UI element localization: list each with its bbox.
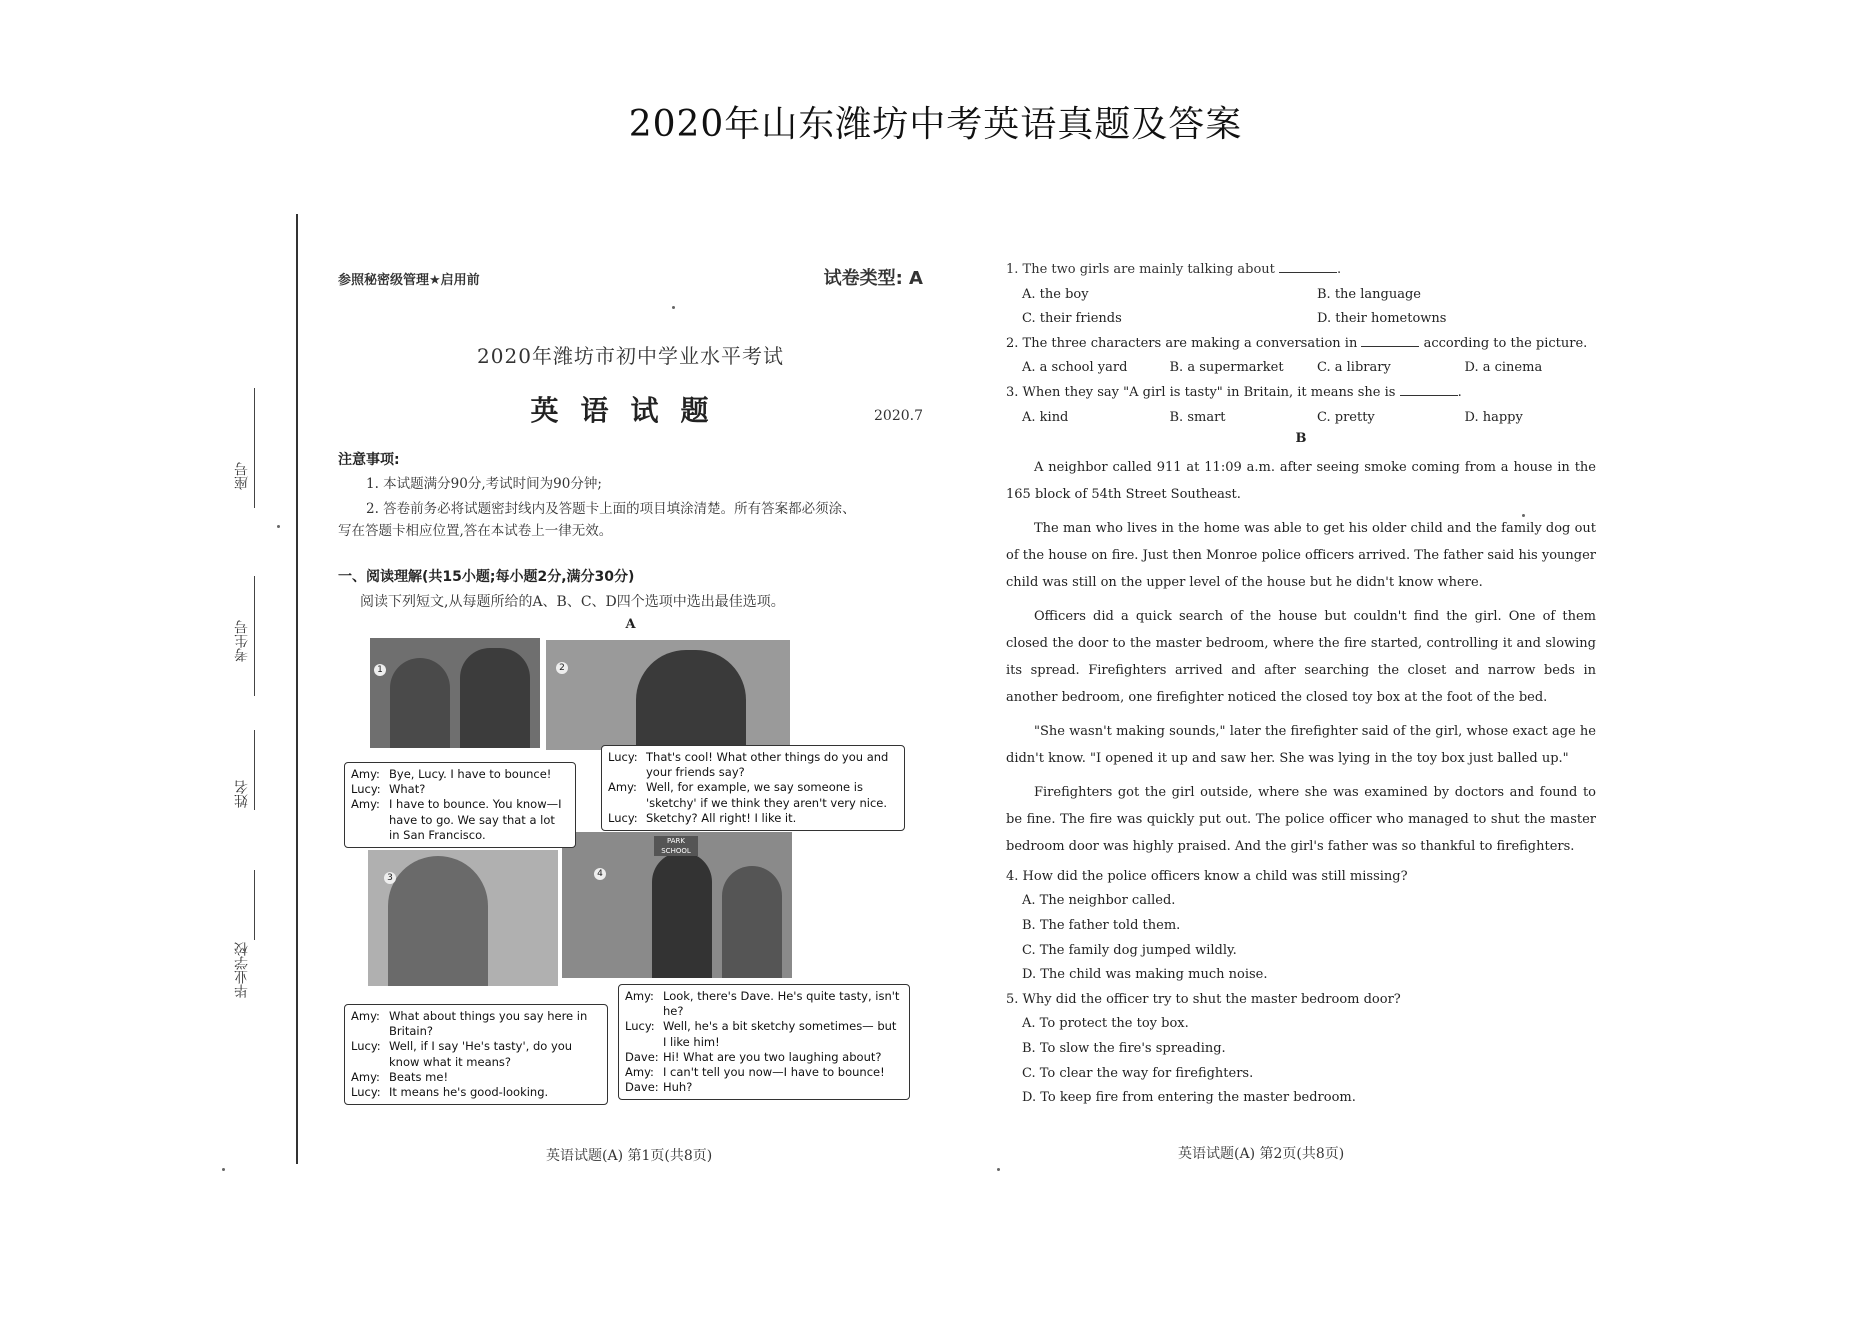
- part-b-label: B: [1295, 431, 1307, 447]
- passage-paragraph: "She wasn't making sounds," later the firefighter said of the girl, whose exact age he didn't know. "I opened it up and saw her. She was lying in the toy box just balled up.": [1006, 723, 1596, 766]
- question-4-option: C. The family dog jumped wildly.: [1022, 942, 1237, 958]
- question-4-option: B. The father told them.: [1022, 917, 1181, 933]
- panel-number-2: 2: [556, 662, 568, 674]
- comic-strip: [338, 636, 923, 1128]
- question-4-option: A. The neighbor called.: [1022, 893, 1176, 909]
- park-school-sign: PARK SCHOOL: [654, 836, 698, 856]
- photo-panel-2: [546, 640, 790, 750]
- page1-footer: 英语试题(A) 第1页(共8页): [546, 1148, 713, 1164]
- photo-panel-3: [368, 850, 558, 986]
- binding-rule-school: [254, 870, 255, 940]
- page1-header: [338, 268, 923, 290]
- speech-bubble-4: Amy: Look, there's Dave. He's quite tasty, isn't he? Lucy: Well, he's a bit sketchy sometimes— but I like him! Dave: Hi! What are you two laughing about? Amy: I can't tell you now—I have to bounce! Dave: Huh?: [618, 984, 910, 1100]
- exam-page-2: [1006, 262, 1596, 1106]
- question-2-options: A. a school yard B. a supermarket C. a library D. a cinema: [1022, 360, 1543, 376]
- exam-date: 2020.7: [874, 407, 923, 424]
- panel-number-3: 3: [384, 872, 396, 884]
- subject-row: [338, 394, 923, 434]
- speech-bubble-2: Lucy: That's cool! What other things do you and your friends say? Amy: Well, for example, we say someone is 'sketchy' if we think they aren't very nice. Lucy: Sketchy? All right! I like it.: [601, 745, 905, 831]
- question-1: 1. The two girls are mainly talking about .: [1006, 262, 1342, 277]
- question-5: 5. Why did the officer try to shut the master bedroom door?: [1006, 991, 1401, 1007]
- section-instruction: 阅读下列短文,从每题所给的A、B、C、D四个选项中选出最佳选项。: [360, 593, 785, 610]
- passage-paragraph: The man who lives in the home was able to get his older child and the family dog out of the house on fire. Just then Monroe police officers arrived. The father said his younger child was still on the upper level of the house but he didn't know where.: [1006, 520, 1596, 590]
- question-1-options-2: C. their friends D. their hometowns: [1022, 311, 1447, 327]
- passage-paragraph: Officers did a quick search of the house but couldn't find the girl. One of them closed the door to the master bedroom, where the fire started, controlling it and slowing its spread. Firefighters arrived and after searching the closet and narrow beds in another bedroom, one firefighter noticed the closed toy box at the foot of the bed.: [1006, 608, 1596, 705]
- page2-footer: 英语试题(A) 第2页(共8页): [1178, 1146, 1345, 1162]
- exam-page-1: [338, 268, 923, 1128]
- document-title: 2020年山东潍坊中考英语真题及答案: [628, 104, 1243, 145]
- binding-label-school: 毕业学校: [234, 942, 250, 998]
- photo-panel-1: [370, 638, 540, 748]
- secret-level: 参照秘密级管理★启用前: [338, 273, 480, 288]
- binding-rule-name: [254, 730, 255, 810]
- panel-number-1: 1: [374, 664, 386, 676]
- panel-number-4: 4: [594, 868, 606, 880]
- question-3: 3. When they say "A girl is tasty" in Britain, it means she is .: [1006, 384, 1462, 400]
- scan-speck: [277, 525, 280, 528]
- scan-speck: [222, 1168, 225, 1171]
- note-2-continued: 写在答题卡相应位置,答在本试卷上一律无效。: [338, 522, 613, 539]
- scan-speck: [997, 1168, 1000, 1171]
- question-1-options: A. the boy B. the language: [1022, 286, 1421, 302]
- part-a-label: A: [625, 616, 636, 632]
- exam-name: 2020年潍坊市初中学业水平考试: [477, 343, 784, 368]
- binding-line: [296, 214, 298, 1164]
- subject-title: 英语试题: [530, 393, 731, 427]
- section-heading: 一、阅读理解(共15小题;每小题2分,满分30分): [338, 568, 635, 585]
- binding-label-name: 姓名: [234, 780, 250, 808]
- question-5-option: D. To keep fire from entering the master bedroom.: [1022, 1090, 1356, 1106]
- binding-rule-seat: [254, 388, 255, 508]
- paper-type: 试卷类型: A: [823, 268, 923, 289]
- question-5-option: A. To protect the toy box.: [1022, 1016, 1189, 1032]
- note-1: 1. 本试题满分90分,考试时间为90分钟;: [366, 476, 602, 493]
- passage-paragraph: A neighbor called 911 at 11:09 a.m. after seeing smoke coming from a house in the 165 block of 54th Street Southeast.: [1006, 459, 1596, 502]
- binding-label-exam-no: 考生号: [234, 620, 250, 662]
- binding-label-seat: 座号: [234, 462, 250, 490]
- notes-heading: 注意事项:: [338, 451, 400, 468]
- passage-paragraph: Firefighters got the girl outside, where she was examined by doctors and found to be fine. The fire was quickly put out. The police officer who managed to shut the master bedroom door was highly praised. And the girl's father was so thankful to firefighters.: [1006, 784, 1596, 854]
- note-2: 2. 答卷前务必将试题密封线内及答题卡上面的项目填涂清楚。所有答案都必须涂、: [366, 500, 856, 517]
- question-2: 2. The three characters are making a conversation in according to the picture.: [1006, 335, 1588, 351]
- binding-rule-exam-no: [254, 576, 255, 696]
- question-4-option: D. The child was making much noise.: [1022, 967, 1268, 983]
- speech-bubble-1: Amy: Bye, Lucy. I have to bounce! Lucy: What? Amy: I have to bounce. You know—I have to go. We say that a lot in San Francisco.: [344, 762, 576, 848]
- question-5-option: C. To clear the way for firefighters.: [1022, 1065, 1254, 1081]
- question-5-option: B. To slow the fire's spreading.: [1022, 1040, 1226, 1056]
- question-3-options: A. kind B. smart C. pretty D. happy: [1022, 409, 1523, 425]
- question-4: 4. How did the police officers know a child was still missing?: [1006, 868, 1408, 884]
- speech-bubble-3: Amy: What about things you say here in Britain? Lucy: Well, if I say 'He's tasty', do you know what it means? Amy: Beats me! Lucy: It means he's good-looking.: [344, 1004, 608, 1105]
